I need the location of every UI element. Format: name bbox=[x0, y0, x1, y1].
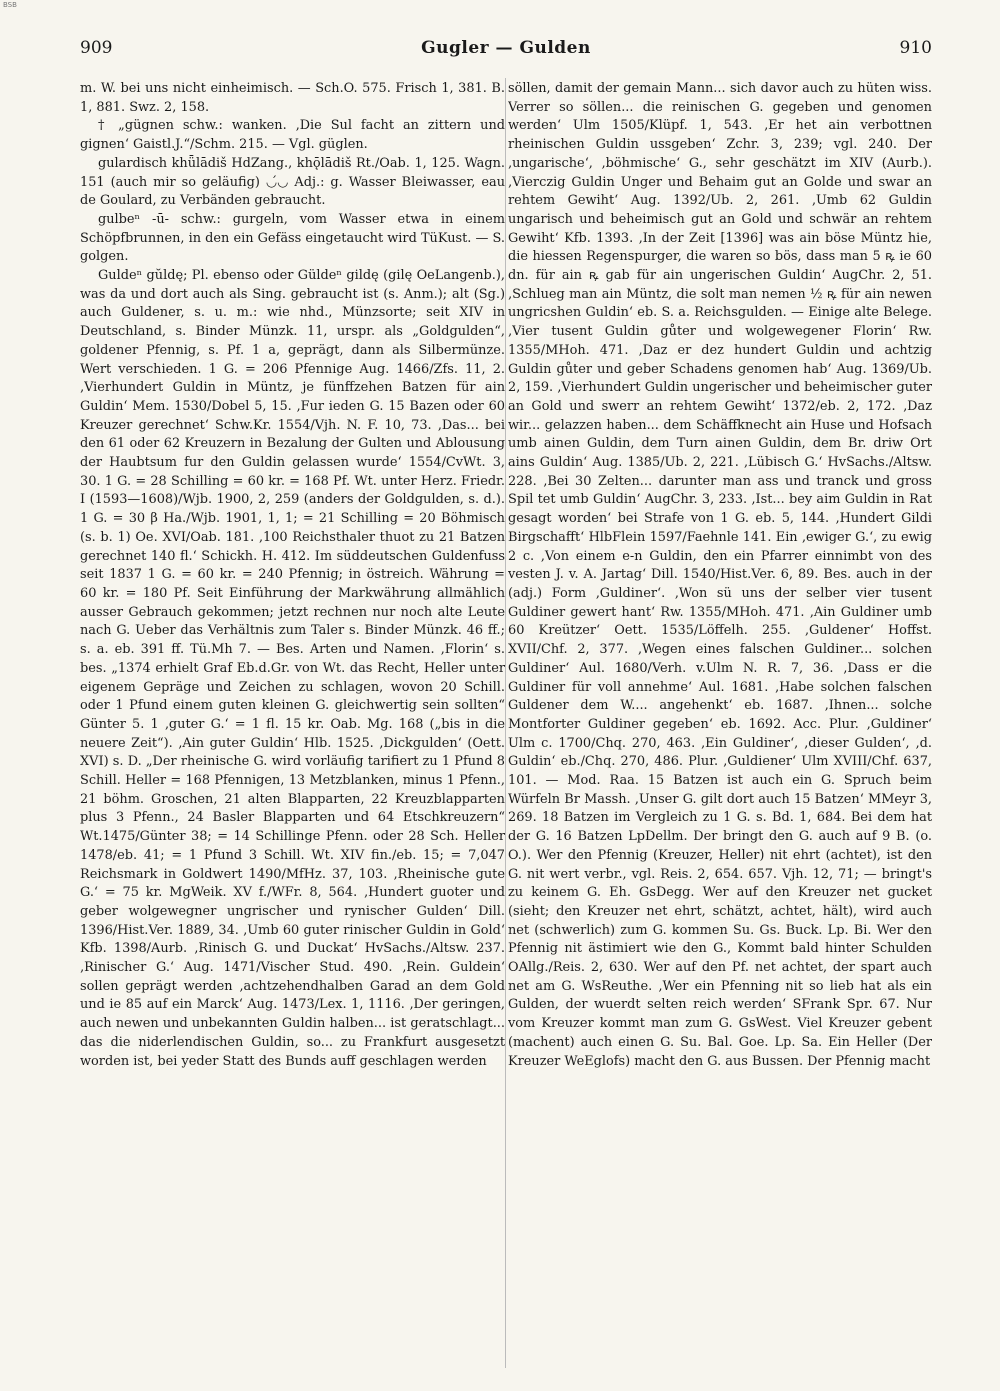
library-mark: BSB bbox=[3, 1, 17, 9]
page-header bbox=[80, 38, 932, 62]
column-divider bbox=[505, 78, 506, 1368]
page-number-right: 910 bbox=[899, 38, 932, 58]
running-title: Gugler — Gulden bbox=[421, 38, 591, 58]
entry-gulben: gulbeⁿ -ū- schw.: gurgeln, vom Wasser etwa in einem Schöpfbrunnen, in den ein Gefäss eingetaucht wird TüKust. — S. golgen. bbox=[80, 211, 505, 265]
entry-gulardisch: gulardisch khǖlādiš HdZang., khǭlādiš Rt./Oab. 1, 125. Wagn. 151 (auch mir so geläufig) ◡́◡ Adj.: g. Wasser Bleiwasser, eau de Goulard, zu Verbänden gebraucht. bbox=[80, 155, 505, 209]
entry-gulden-continued: söllen, damit der gemain Mann... sich davor auch zu hüten wiss. Verrer so söllen... die reinischen G. gegeben und genomen werden‘ Ulm 1505/Klüpf. 1, 543. ‚Er het ain verbottnen rheinischen Guldin ussgeben‘ Zchr. 3, 239; vgl. 240. Der ‚ungarische‘, ‚böhmische‘ G., sehr geschätzt im XIV (Aurb.). ‚Vierczig Guldin Unger und Behaim gut an Golde und swar an rehtem Gewiht‘ Aug. 1392/Ub. 2, 261. ‚Umb 62 Guldin ungarisch und beheimisch gut an Gold und schwär an rehtem Gewiht‘ Kfb. 1393. ‚In der Zeit [1396] was ain böse Müntz hie, die hiessen Regenspurger, die waren so bös, dass man 5 ꝶ ie 60 dn. für ain ꝶ gab für ain ungerischen Guldin‘ AugChr. 2, 51. ‚Schlueg man ain Müntz, die solt man nemen ½ ꝶ für ain newen ungricshen Guldin‘ eb. S. a. Reichsgulden. — Einige alte Belege. ‚Vier tusent Guldin gůter und wolgewegener Florin‘ Rw. 1355/MHoh. 471. ‚Daz er dez hundert Guldin und achtzig Guldin gůter und geber Schadens genomen hab‘ Aug. 1369/Ub. 2, 159. ‚Vierhundert Guldin ungerischer und beheimischer guter an Gold und swerr an rehtem Gewiht‘ 1372/eb. 2, 172. ‚Daz wir... gelazzen haben... dem Schäffknecht ain Huse und Hofsach umb ainen Guldin, dem Turn ainen Guldin, dem Br. driw Ort ains Guldin‘ Aug. 1385/Ub. 2, 221. ‚Lübisch G.‘ HvSachs./Altsw. 228. ‚Bei 30 Zelten... darunter man ass und tranck und gross Spil tet umb Guldin‘ AugChr. 3, 233. ‚Ist... bey aim Guldin in Rat gesagt worden‘ bei Strafe von 1 G. eb. 5, 144. ‚Hundert Gildi Birgschafft‘ HlbFlein 1597/Faehnle 141. Ein ‚ewiger G.‘, zu ewig 2 c. ‚Von einem e-n Guldin, den ein Pfarrer einnimbt von des vesten J. v. A. Jartag‘ Dill. 1540/Hist.Ver. 6, 89. Bes. auch in der (adj.) Form ‚Guldiner‘. ‚Won sü uns der selber vier tusent Guldiner gewert hant‘ Rw. 1355/MHoh. 471. ‚Ain Guldiner umb 60 Kreützer‘ Oett. 1535/Löffelh. 255. ‚Guldener‘ Hoffst. XVII/Chf. 2, 377. ‚Wegen eines falschen Guldiner... solchen Guldiner‘ Aul. 1680/Verh. v.Ulm N. R. 7, 36. ‚Dass er die Guldiner für voll annehme‘ Aul. 1681. ‚Habe solchen falschen Guldener dem W.... angehenkt‘ eb. 1687. ‚Ihnen... solche Montforter Guldiner gegeben‘ eb. 1692. Acc. Plur. ‚Guldiner‘ Ulm c. 1700/Chq. 270, 463. ‚Ein Guldiner‘, ‚dieser Gulden‘, ‚d. Guldin‘ eb./Chq. 270, 486. Plur. ‚Guldiener‘ Ulm XVIII/Chf. 637, 101. — Mod. Raa. 15 Batzen ist auch ein G. Spruch beim Würfeln Br Massh. ‚Unser G. gilt dort auch 15 Batzen‘ MMeyr 3, 269. 18 Batzen im Vergleich zu 1 G. s. Bd. 1, 684. Bei dem hat der G. 16 Batzen LpDellm. Der bringt den G. auch auf 9 B. (o. O.). Wer den Pfennig (Kreuzer, Heller) nit ehrt (achtet), ist den G. nit wert verbr., vgl. Reis. 2, 654. 657. Vjh. 12, 71; — bringt's zu keinem G. Eh. GsDegg. Wer auf den Kreuzer net gucket (sieht; den Kreuzer net ehrt, schätzt, achtet, hält), wird auch net (schwerlich) zum G. kommen Su. Gs. Buck. Lp. Bi. Wer den Pfennig nit ästimiert wie den G., Kommt bald hinter Schulden OAllg./Reis. 2, 630. Wer auf den Pf. net achtet, der spart auch net am G. WsReuthe. ‚Wer ein Pfenning nit so lieb hat als ein Gulden, der wuerdt selten reich werden‘ SFrank Spr. 67. Nur vom Kreuzer kommt man zum G. GsWest. Viel Kreuzer gebent (machent) auch einen G. Su. Bal. Goe. Lp. Sa. Ein Heller (Der Kreuzer WeEglofs) macht den G. aus Bussen. Der Pfennig macht bbox=[508, 81, 932, 1069]
page-number-left: 909 bbox=[80, 38, 113, 58]
entry-guegnen: † „gügnen schw.: wanken. ‚Die Sul facht an zittern und gignen‘ Gaistl.J.“/Schm. 215. — Vgl. güglen. bbox=[80, 118, 505, 153]
entry-continuation: m. W. bei uns nicht einheimisch. — Sch.O. 575. Frisch 1, 381. B. 1, 881. Swz. 2, 158. bbox=[80, 81, 505, 115]
entry-gulden: Guldeⁿ gŭldę; Pl. ebenso oder Güldeⁿ gildę (gilę OeLangenb.), was da und dort auch als Sing. gebraucht ist (s. Anm.); alt (Sg.) auch Guldener, s. u. m.: wie nhd., Münzsorte; seit XIV in Deutschland, s. Binder Münzk. 11, urspr. als „Goldgulden“, goldener Pfennig, s. Pf. 1 a, geprägt, dann als Silbermünze. Wert verschieden. 1 G. = 206 Pfennige Aug. 1466/Zfs. 11, 2. ‚Vierhundert Guldin in Müntz, je fünffzehen Batzen für ain Guldin‘ Mem. 1530/Dobel 5, 15. ‚Fur ieden G. 15 Bazen oder 60 Kreuzer gerechnet‘ Schw.Kr. 1554/Vjh. N. F. 10, 73. ‚Das... bei den 61 oder 62 Kreuzern in Bezalung der Gulten und Ablousung der Haubtsum fur den Guldin gelassen wurde‘ 1554/CvWt. 3, 30. 1 G. = 28 Schilling = 60 kr. = 168 Pf. Wt. unter Herz. Friedr. I (1593—1608)/Wjb. 1900, 2, 259 (anders der Goldgulden, s. d.). 1 G. = 30 β Ha./Wjb. 1901, 1, 1; = 21 Schilling = 20 Böhmisch (s. b. 1) Oe. XVI/Oab. 181. ‚100 Reichsthaler thuot zu 21 Batzen gerechnet 140 fl.‘ Schickh. H. 412. Im süddeutschen Guldenfuss seit 1837 1 G. = 60 kr. = 240 Pfennig; in östreich. Währung = 60 kr. = 180 Pf. Seit Einführung der Markwährung allmählich ausser Gebrauch gekommen; jetzt rechnen nur noch alte Leute nach G. Ueber das Verhältnis zum Taler s. Binder Münzk. 46 ff.; s. a. eb. 391 ff. Tü.Mh 7. — Bes. Arten und Namen. ‚Florin‘ s. bes. „1374 erhielt Graf Eb.d.Gr. von Wt. das Recht, Heller unter eigenem Gepräge und Zeichen zu schlagen, wovon 20 Schill. oder 1 Pfund einem guten kleinen G. gleichwertig sein sollten“ Günter 5. 1 ‚guter G.‘ = 1 fl. 15 kr. Oab. Mg. 168 („bis in die neuere Zeit“). ‚Ain guter Guldin‘ Hlb. 1525. ‚Dickgulden‘ (Oett. XVI) s. D. „Der rheinische G. wird vorläufig tarifiert zu 1 Pfund 8 Schill. Heller = 168 Pfennigen, 13 Metzblanken, minus 1 Pfenn., 21 böhm. Groschen, 21 alten Blapparten, 22 Kreuzblapparten plus 3 Pfenn., 24 Basler Blapparten und 64 Etschkreuzern“ Wt.1475/Günter 38; = 14 Schillinge Pfenn. oder 28 Sch. Heller 1478/eb. 41; = 1 Pfund 3 Schill. Wt. XIV fin./eb. 15; = 7,047 Reichsmark in Goldwert 1490/MfHz. 37, 103. ‚Rheinische gute G.‘ = 75 kr. MgWeik. XV f./WFr. 8, 564. ‚Hundert guoter und geber wolgewegner ungrischer und rynischer Gulden‘ Dill. 1396/Hist.Ver. 1889, 34. ‚Umb 60 guter rinischer Guldin in Gold‘ Kfb. 1398/Aurb. ‚Rinisch G. und Duckat‘ HvSachs./Altsw. 237. ‚Rinischer G.‘ Aug. 1471/Vischer Stud. 490. ‚Rein. Guldein‘ sollen geprägt werden ‚achtzehendhalben Garad an dem Gold und ie 85 auf ein Marck‘ Aug. 1473/Lex. 1, 1116. ‚Der geringen, auch newen und unbekannten Guldin halben... ist geratschlagt... das die niderlendischen Guldin, so... zu Frankfurt ausgesetzt worden ist, bei yeder Statt des Bunds auff geschlagen werden bbox=[80, 268, 505, 1069]
left-column bbox=[80, 80, 505, 1370]
right-column bbox=[508, 80, 932, 1370]
